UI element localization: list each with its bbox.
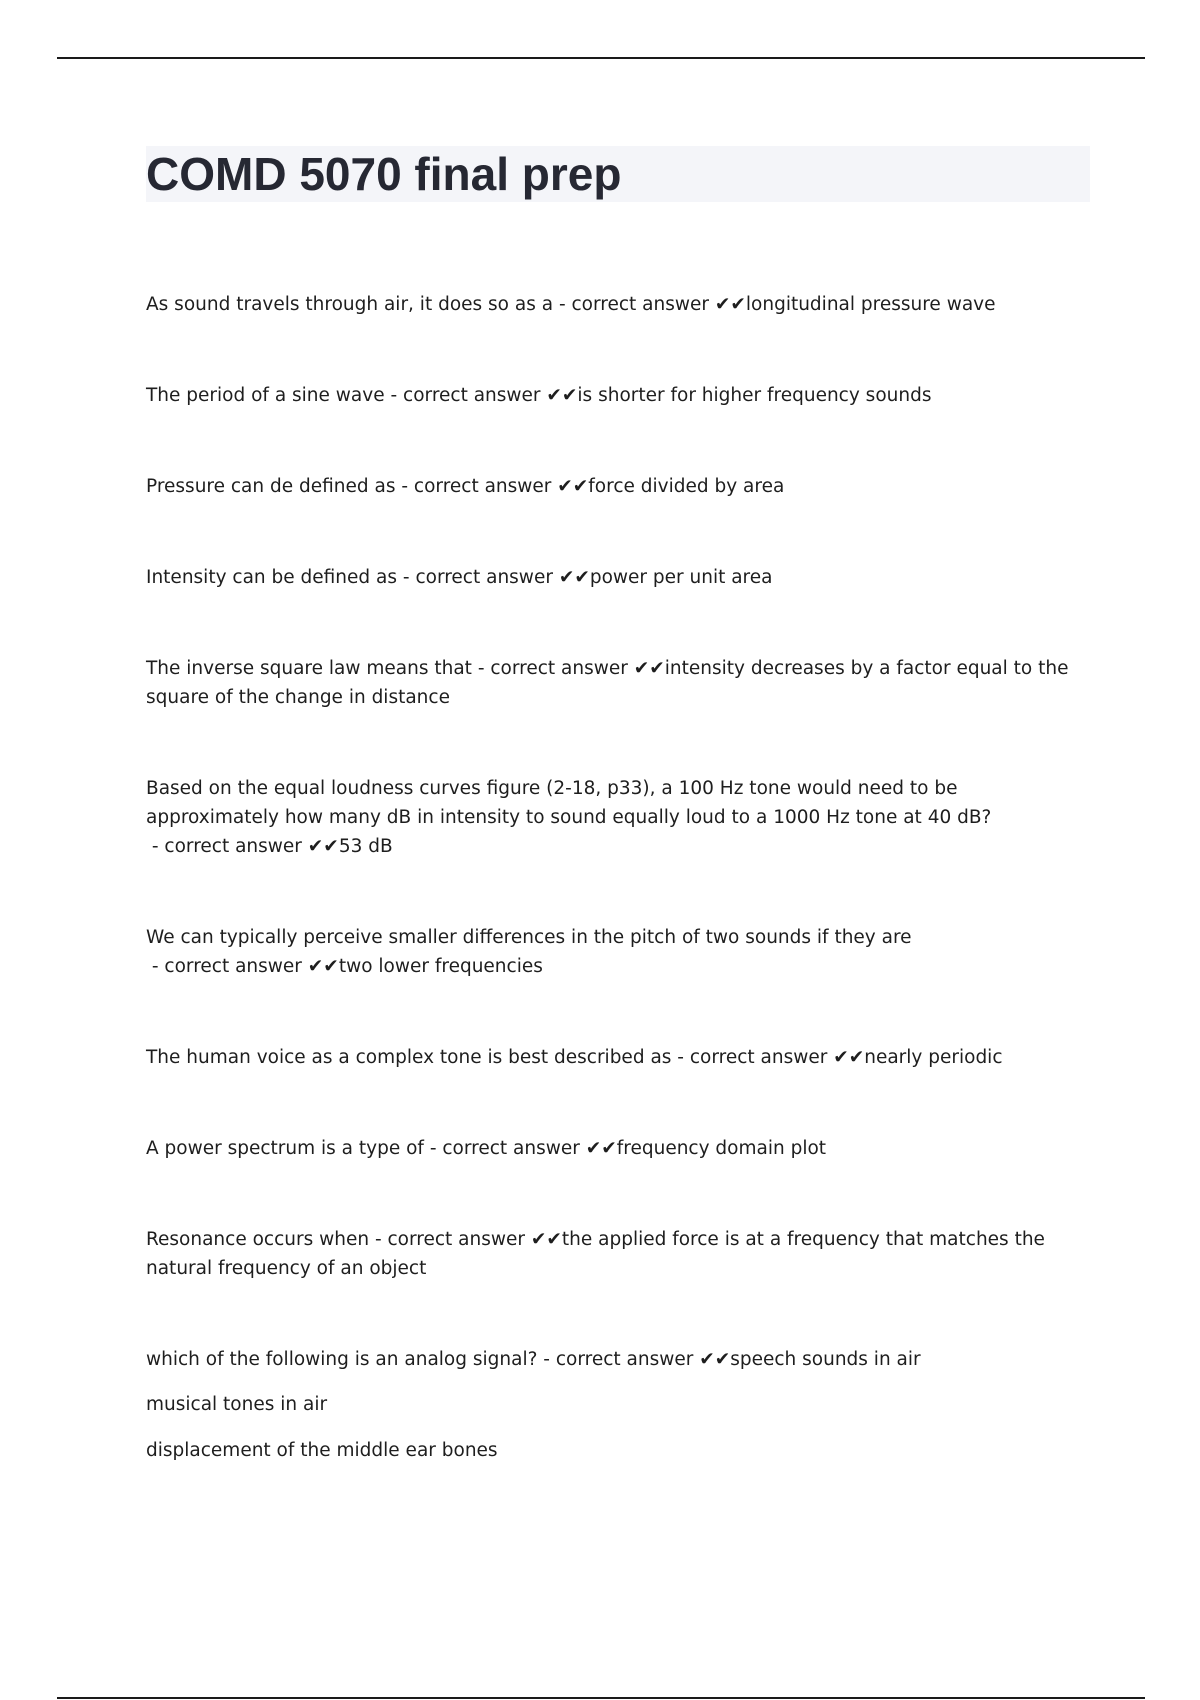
qa-list <box>146 290 1090 1465</box>
double-check-icon: ✔✔ <box>307 836 339 857</box>
answer-separator: - correct answer <box>671 1047 834 1068</box>
answer-separator: - correct answer <box>395 476 558 497</box>
answer-extra-line: musical tones in air <box>146 1394 328 1415</box>
answer-text: force divided by area <box>588 476 785 497</box>
question-text: As sound travels through air, it does so as a <box>146 294 554 315</box>
qa-item <box>146 563 1090 592</box>
answer-extra-line: displacement of the middle ear bones <box>146 1440 498 1461</box>
qa-item <box>146 290 1090 319</box>
question-text: A power spectrum is a type of <box>146 1138 424 1159</box>
answer-separator: - correct answer <box>146 836 308 857</box>
title-banner <box>146 146 1090 202</box>
qa-item <box>146 1225 1090 1283</box>
answer-text: power per unit area <box>589 567 773 588</box>
answer-text: two lower frequencies <box>338 956 543 977</box>
qa-item <box>146 654 1090 712</box>
question-text: Resonance occurs when <box>146 1229 370 1250</box>
answer-text: frequency domain plot <box>616 1138 827 1159</box>
double-check-icon: ✔✔ <box>307 956 339 977</box>
answer-separator: - correct answer <box>553 294 715 315</box>
page-title: COMD 5070 final prep <box>146 148 622 200</box>
answer-separator: - correct answer <box>471 658 634 679</box>
double-check-icon: ✔✔ <box>558 567 590 588</box>
qa-item <box>146 1345 1090 1374</box>
double-check-icon: ✔✔ <box>833 1047 865 1068</box>
answer-text: longitudinal pressure wave <box>745 294 996 315</box>
answer-text: 53 dB <box>338 836 393 857</box>
question-text: Intensity can be defined as <box>146 567 398 588</box>
double-check-icon: ✔✔ <box>633 658 665 679</box>
answer-text: intensity decreases by a factor equal to the square of the change in distance <box>146 658 1069 708</box>
question-text: The human voice as a complex tone is best described as <box>146 1047 672 1068</box>
double-check-icon: ✔✔ <box>546 385 578 406</box>
answer-separator: - correct answer <box>423 1138 586 1159</box>
answer-separator: - correct answer <box>384 385 547 406</box>
question-text: which of the following is an analog signal? <box>146 1349 538 1370</box>
double-check-icon: ✔✔ <box>699 1349 731 1370</box>
qa-item <box>146 381 1090 410</box>
double-check-icon: ✔✔ <box>714 294 746 315</box>
answer-separator: - correct answer <box>369 1229 531 1250</box>
question-text: Based on the equal loudness curves figure (2-18, p33), a 100 Hz tone would need to be approximately how many dB in intensity to sound equally loud to a 1000 Hz tone at 40 dB? <box>146 778 992 828</box>
qa-item <box>146 472 1090 501</box>
answer-separator: - correct answer <box>146 956 308 977</box>
qa-item <box>146 923 1090 981</box>
double-check-icon: ✔✔ <box>530 1229 562 1250</box>
question-text: We can typically perceive smaller differences in the pitch of two sounds if they are <box>146 927 912 948</box>
answer-text: the applied force is at a frequency that matches the natural frequency of an object <box>146 1229 1045 1279</box>
header-rule <box>57 57 1145 59</box>
qa-item <box>146 1134 1090 1163</box>
footer-rule <box>57 1697 1145 1699</box>
answer-separator: - correct answer <box>397 567 559 588</box>
answer-text: speech sounds in air <box>730 1349 921 1370</box>
qa-item <box>146 1043 1090 1072</box>
double-check-icon: ✔✔ <box>557 476 589 497</box>
answer-text: nearly periodic <box>864 1047 1003 1068</box>
qa-item <box>146 774 1090 861</box>
answer-text: is shorter for higher frequency sounds <box>577 385 932 406</box>
question-text: The inverse square law means that <box>146 658 472 679</box>
question-text: The period of a sine wave <box>146 385 385 406</box>
question-text: Pressure can de defined as <box>146 476 396 497</box>
double-check-icon: ✔✔ <box>585 1138 617 1159</box>
answer-separator: - correct answer <box>537 1349 700 1370</box>
